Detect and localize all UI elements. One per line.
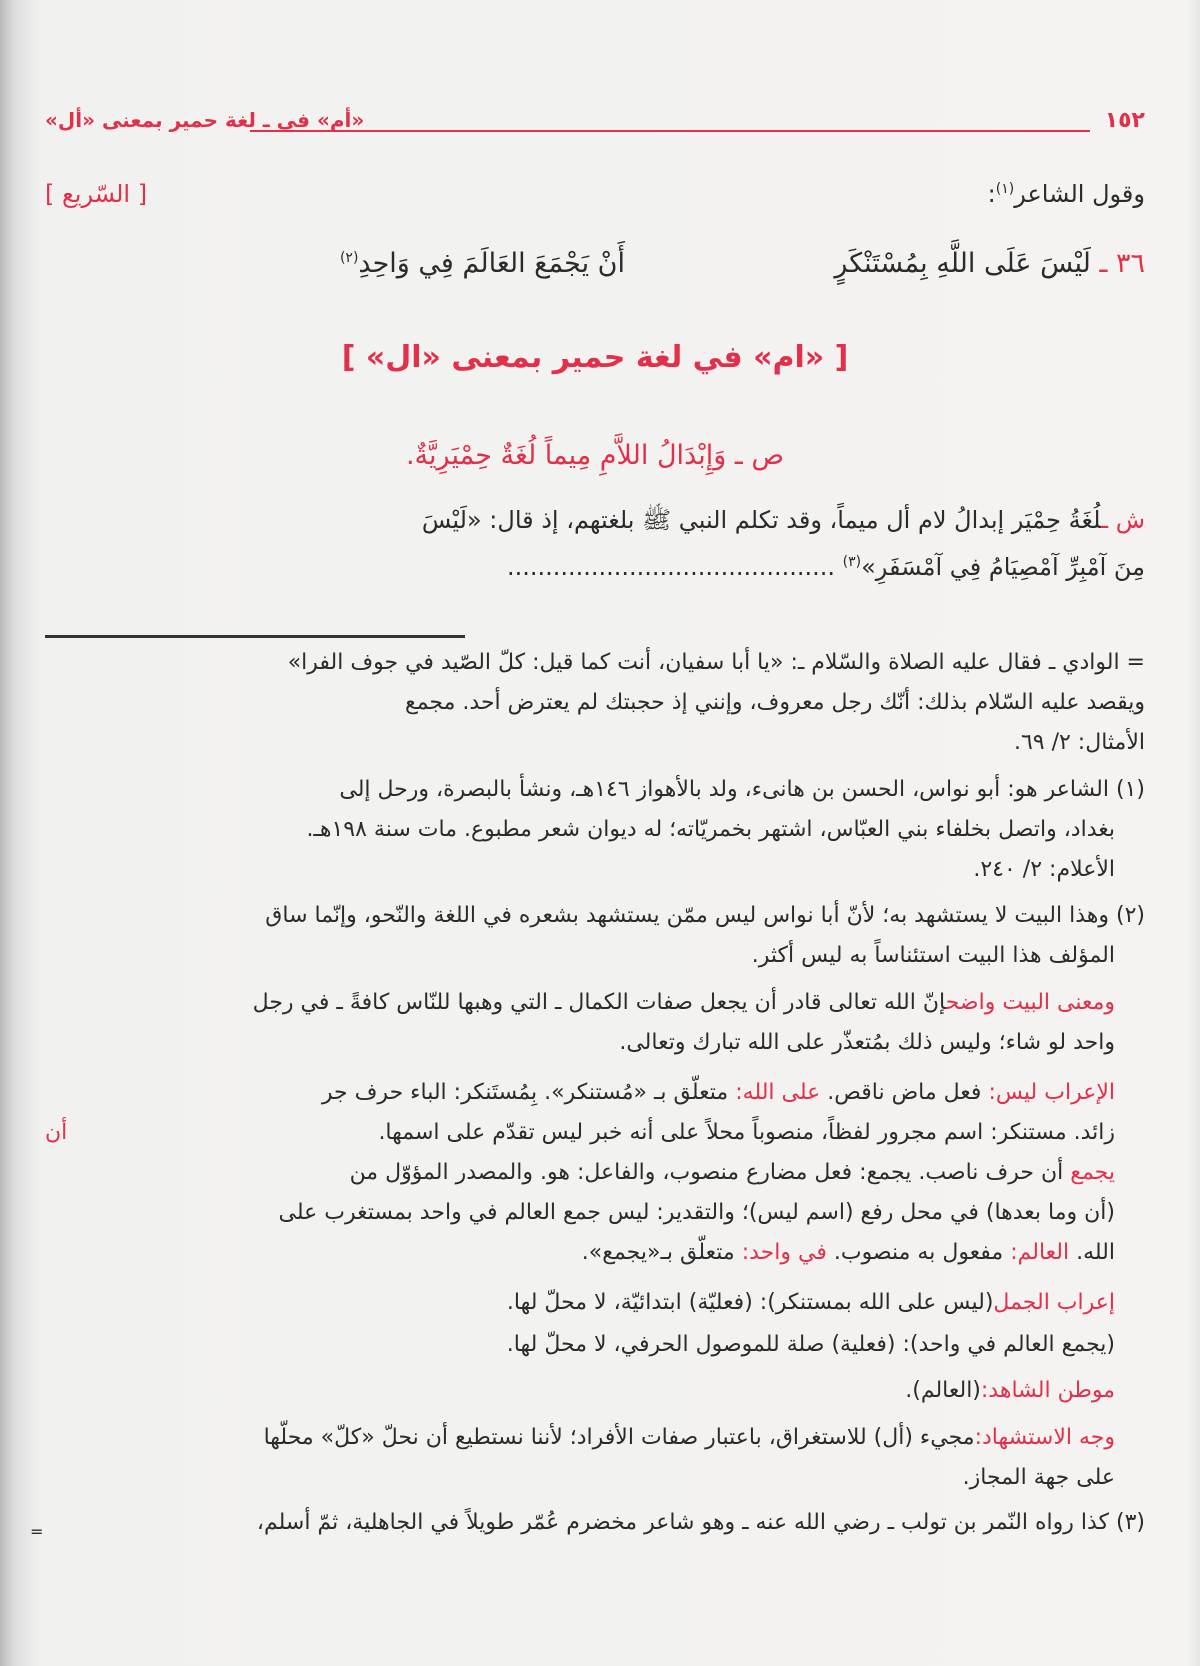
irab-term: ليس:	[988, 1080, 1038, 1105]
footnote-continuation-1: = الوادي ـ فقال عليه الصلاة والسّلام ـ: «يا أبا سفيان، أنت كما قيل: كلّ الصّيد في جوف الفرا»	[287, 650, 1145, 675]
running-header	[45, 108, 1145, 138]
irab-term: في واحد:	[741, 1240, 827, 1265]
irab-term: العالم:	[1010, 1240, 1070, 1265]
footnote-1-line-2: بغداد، واتصل بخلفاء بني العبّاس، اشتهر بخمريّاته؛ له ديوان شعر مطبوع. مات سنة ١٩٨هـ.	[306, 817, 1115, 842]
irab-text: متعلّق بـ«يجمع».	[581, 1240, 735, 1265]
verse-hemistich-1	[834, 248, 1145, 279]
irab-text: أن حرف ناصب. يجمع: فعل مضارع منصوب، والفاعل: هو. والمصدر المؤوّل من	[349, 1160, 1064, 1185]
meaning-line-2: واحد لو شاء؛ وليس ذلك بمُتعذّر على الله تبارك وتعالى.	[619, 1030, 1115, 1055]
wajh-line-2: على جهة المجاز.	[962, 1465, 1115, 1490]
verse-intro-text: وقول الشاعر	[1014, 180, 1145, 208]
irab-text: فعل ماض ناقص.	[827, 1080, 982, 1105]
mawtin-text: (العالم).	[905, 1378, 981, 1403]
hemistich-2-text: أَنْ يَجْمَعَ العَالَمَ فِي وَاحِدِ	[358, 248, 625, 279]
colon: :	[987, 180, 996, 208]
meaning-label: ومعنى البيت واضح	[945, 990, 1115, 1015]
mawtin-label: موطن الشاهد:	[980, 1378, 1115, 1403]
irab-label: الإعراب	[1044, 1080, 1115, 1105]
irab-text: الله.	[1076, 1240, 1115, 1265]
wajh-label: وجه الاستشهاد:	[974, 1425, 1115, 1450]
verse-number: ٣٦ ـ	[1099, 248, 1145, 279]
verse-hemistich-2	[340, 248, 625, 279]
matn-label: ص ـ	[734, 440, 785, 471]
footnote-1-line-3: الأعلام: ٢/ ٢٤٠.	[973, 857, 1115, 882]
section-title: [ «ام» في لغة حمير بمعنى «ال» ]	[341, 340, 849, 375]
leader-dots: ...........................................	[506, 553, 836, 581]
irab-line-3	[350, 1160, 1115, 1185]
page-number: ١٥٢	[1104, 108, 1145, 133]
footnote-separator	[45, 635, 465, 638]
matn-text: وَإِبْدَالُ اللاَّمِ مِيماً لُغَةٌ حِمْيَرِيَّةٌ.	[405, 440, 727, 471]
irab-term-an: أن	[45, 1120, 68, 1145]
irab-line-4: (أن وما بعدها) في محل رفع (اسم ليس)؛ والتقدير: ليس جمع العالم في واحد بمستغرب على	[278, 1200, 1115, 1225]
sharh-line-1	[422, 505, 1145, 540]
irab-text: مفعول به منصوب.	[833, 1240, 1004, 1265]
footnote-continuation-3: الأمثال: ٢/ ٦٩.	[1013, 730, 1145, 755]
irab-term: يجمع	[1070, 1160, 1115, 1185]
footnote-1-line-1: (١) الشاعر هو: أبو نواس، الحسن بن هانىء، ولد بالأهواز ١٤٦هـ، ونشأ بالبصرة، ورحل إلى	[339, 777, 1145, 802]
footnote-2-line-2: المؤلف هذا البيت استئناساً به ليس أكثر.	[751, 943, 1115, 968]
meaning-text: إنّ الله تعالى قادر أن يجعل صفات الكمال ـ التي وهبها للنّاس كافةً ـ في رجل	[252, 990, 946, 1015]
hadith-text: مِنَ آمْبِرِّ آمْصِيَامُ فِي آمْسَفَرِ»	[861, 553, 1145, 581]
shahid-location	[905, 1378, 1115, 1403]
irab-jumal-line-1	[507, 1290, 1115, 1315]
irab-line-5	[582, 1240, 1115, 1265]
verse-line	[45, 248, 1145, 288]
footnote-2-line-1: (٢) وهذا البيت لا يستشهد به؛ لأنّ أبا نواس ليس ممّن يستشهد بشعره في اللغة والنّحو، وإنّما ساق	[265, 903, 1145, 928]
continued-mark: =	[30, 1522, 44, 1541]
irab-text: متعلّق بـ «مُستنكر».	[544, 1080, 729, 1105]
irab-line-2: زائد. مستنكر: اسم مجرور لفظاً، منصوباً محلاً على أنه خبر ليس تقدّم على اسمها.	[378, 1120, 1115, 1145]
irab-jumal-label: إعراب الجمل	[993, 1290, 1115, 1315]
wajh-text: مجيء (أل) للاستغراق، باعتبار صفات الأفراد؛ لأننا نستطيع أن نحلّ «كلّ» محلّها	[263, 1425, 975, 1450]
wajh-line-1	[264, 1425, 1115, 1450]
header-rule	[250, 130, 1090, 132]
footnote-ref[interactable]: (١)	[995, 181, 1015, 197]
footnote-continuation-2: ويقصد عليه السّلام بذلك: أنّك رجل معروف، وإنني إذ حجبتك لم يعترض أحد. مجمع	[405, 690, 1145, 715]
verse-intro	[988, 180, 1145, 208]
irab-line-1	[322, 1080, 1115, 1105]
irab-text: بِمُستَنكر: الباء حرف جر	[321, 1080, 538, 1105]
poetic-meter: [ السّريع ]	[45, 180, 148, 208]
irab-term: على الله:	[735, 1080, 821, 1105]
running-title: «أم» في ـ لغة حمير بمعنى «أل»	[45, 108, 365, 132]
meaning-line-1	[253, 990, 1115, 1015]
matn-line	[45, 440, 1145, 471]
footnote-3-line-1: (٣) كذا رواه النّمر بن تولب ـ رضي الله عنه ـ وهو شاعر مخضرم عُمّر طويلاً في الجاهلية، ثمّ أسلم،	[256, 1510, 1145, 1535]
sharh-label: ش ـ	[1101, 506, 1145, 534]
hemistich-1-text: لَيْسَ عَلَى اللَّهِ بِمُسْتَنْكَرٍ	[834, 248, 1091, 279]
page-edge	[1188, 0, 1200, 1666]
sharh-line-2	[507, 553, 1145, 581]
sharh-text: لُغَةُ حِمْيَر إبدالُ لام أل ميماً، وقد تكلم النبي ﷺ بلغتهم، إذ قال: «لَيْسَ	[421, 506, 1102, 534]
irab-jumal-line-2: (يجمع العالم في واحد): (فعلية) صلة للموصول الحرفي، لا محلّ لها.	[506, 1332, 1115, 1357]
irab-jumal-text: (ليس على الله بمستنكر): (فعليّة) ابتدائيّة، لا محلّ لها.	[506, 1290, 994, 1315]
footnote-ref[interactable]: (٢)	[339, 250, 359, 266]
footnote-ref[interactable]: (٣)	[842, 554, 862, 570]
